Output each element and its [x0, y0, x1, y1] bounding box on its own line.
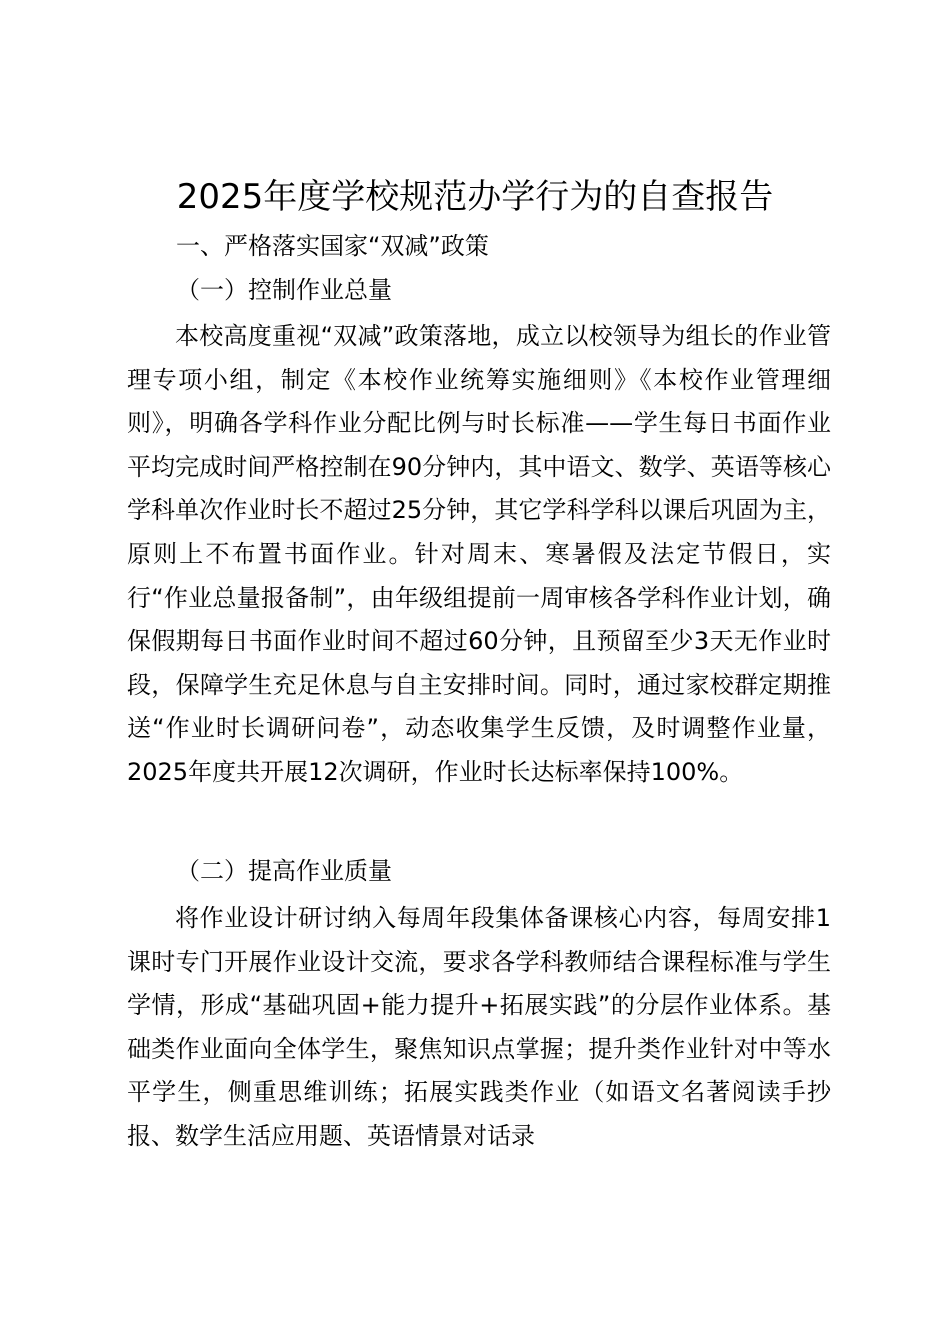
document-title: 2025年度学校规范办学行为的自查报告: [176, 177, 774, 217]
section-heading-1: 一、严格落实国家“双减”政策: [176, 232, 489, 260]
body-paragraph-2: 将作业设计研讨纳入每周年段集体备课核心内容，每周安排1课时专门开展作业设计交流，要求各学科教师结合课程标准与学生学情，形成“基础巩固+能力提升+拓展实践”的分层作业体系。基础类作业面向全体学生，聚焦知识点掌握；提升类作业针对中等水平学生，侧重思维训练；拓展实践类作业（如语文名著阅读手抄报、数学生活应用题、英语情景对话录: [127, 904, 831, 1150]
subsection-heading-2: （二）提高作业质量: [176, 857, 392, 885]
subsection-heading-1: （一）控制作业总量: [176, 276, 392, 304]
body-paragraph-1: 本校高度重视“双减”政策落地，成立以校领导为组长的作业管理专项小组，制定《本校作业统筹实施细则》《本校作业管理细则》，明确各学科作业分配比例与时长标准——学生每日书面作业平均完成时间严格控制在90分钟内，其中语文、数学、英语等核心学科单次作业时长不超过25分钟，其它学科学科以课后巩固为主，原则上不布置书面作业。针对周末、寒暑假及法定节假日，实行“作业总量报备制”，由年级组提前一周审核各学科作业计划，确保假期每日书面作业时间不超过60分钟，且预留至少3天无作业时段，保障学生充足休息与自主安排时间。同时，通过家校群定期推送“作业时长调研问卷”，动态收集学生反馈，及时调整作业量，2025年度共开展12次调研，作业时长达标率保持100%。: [127, 322, 831, 786]
